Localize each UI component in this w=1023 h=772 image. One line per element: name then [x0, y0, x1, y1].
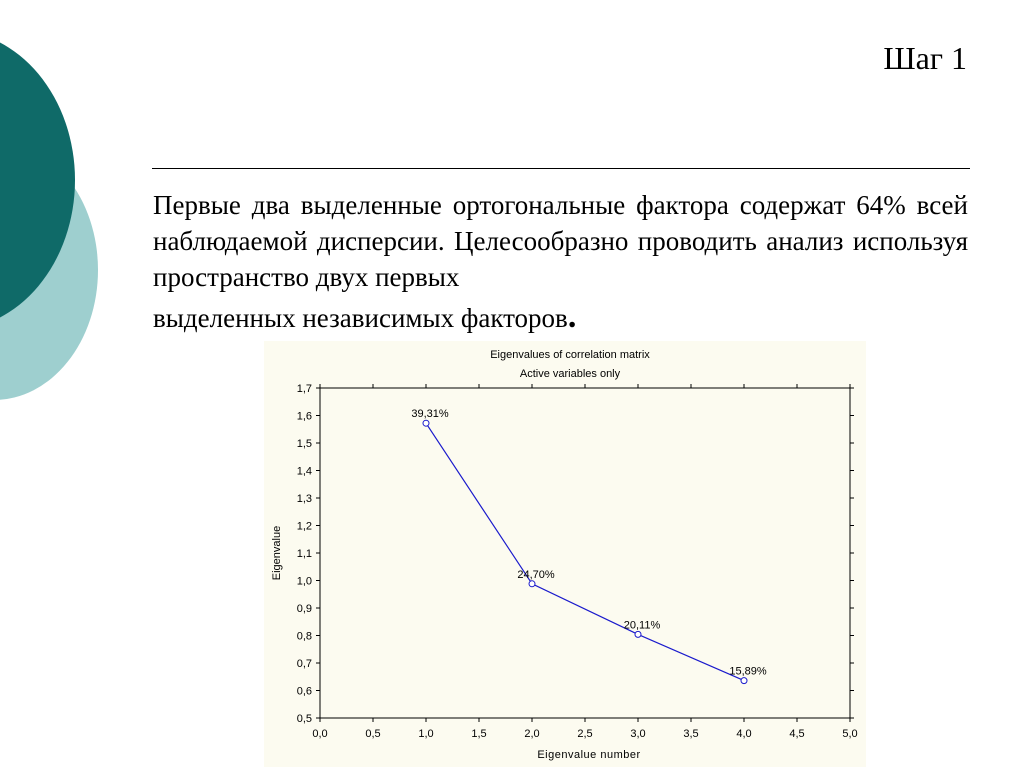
x-tick-label: 1,0: [418, 728, 434, 740]
paragraph-last-line-text: выделенных независимых факторов: [153, 303, 568, 333]
x-tick-label: 4,5: [789, 728, 805, 740]
series-line: [426, 423, 744, 680]
y-tick-label: 0,8: [296, 630, 312, 643]
x-tick-label: 5,0: [842, 728, 858, 740]
paragraph-period: .: [567, 298, 577, 335]
slide-paragraph: [153, 187, 968, 336]
y-axis-label: Eigenvalue: [271, 525, 283, 581]
y-tick-label: 1,0: [296, 575, 312, 588]
y-tick-label: 1,2: [296, 520, 312, 533]
data-label: 15,89%: [729, 665, 767, 678]
data-point: [741, 678, 747, 684]
chart-subtitle: Active variables only: [519, 368, 621, 380]
y-axis: [297, 383, 854, 725]
y-tick-label: 0,9: [296, 603, 312, 615]
plot-area-frame: [320, 388, 850, 718]
paragraph-last-line: [153, 299, 968, 336]
y-tick-label: 1,4: [296, 465, 312, 478]
y-tick-label: 1,3: [296, 493, 312, 505]
chart-title: Eigenvalues of correlation matrix: [490, 349, 650, 361]
x-tick-label: 3,0: [630, 728, 646, 740]
data-label: 39,31%: [411, 408, 449, 421]
x-tick-label: 3,5: [683, 728, 699, 740]
paragraph-text: Первые два выделенные ортогональные фактора содержат 64% всей наблюдаемой дисперсии. Целесообразно проводить анализ используя пространство двух первых: [153, 190, 968, 292]
data-label: 24,70%: [517, 568, 555, 581]
scree-plot: [264, 341, 866, 767]
data-point: [423, 420, 429, 426]
x-tick-label: 4,0: [736, 728, 752, 740]
x-tick-label: 2,0: [524, 728, 540, 740]
data-point: [529, 581, 535, 587]
x-tick-label: 1,5: [471, 728, 487, 740]
scree-plot-panel: [264, 341, 866, 767]
y-tick-label: 1,6: [296, 410, 312, 423]
x-tick-label: 0,5: [365, 728, 381, 740]
y-tick-label: 1,5: [296, 438, 312, 450]
y-tick-label: 1,7: [296, 383, 312, 395]
series-layer: [411, 408, 767, 683]
y-tick-label: 0,5: [296, 713, 312, 725]
data-label: 20,11%: [623, 619, 661, 632]
y-tick-label: 0,7: [296, 658, 312, 670]
slide-title: Шаг 1: [883, 40, 967, 76]
y-tick-label: 0,6: [296, 685, 312, 698]
data-point: [635, 631, 641, 637]
x-tick-label: 2,5: [577, 728, 593, 740]
x-axis: [312, 384, 857, 740]
x-axis-label: Eigenvalue number: [537, 749, 641, 761]
x-tick-label: 0,0: [312, 728, 328, 740]
y-tick-label: 1,1: [296, 548, 312, 560]
title-divider: [152, 168, 970, 169]
